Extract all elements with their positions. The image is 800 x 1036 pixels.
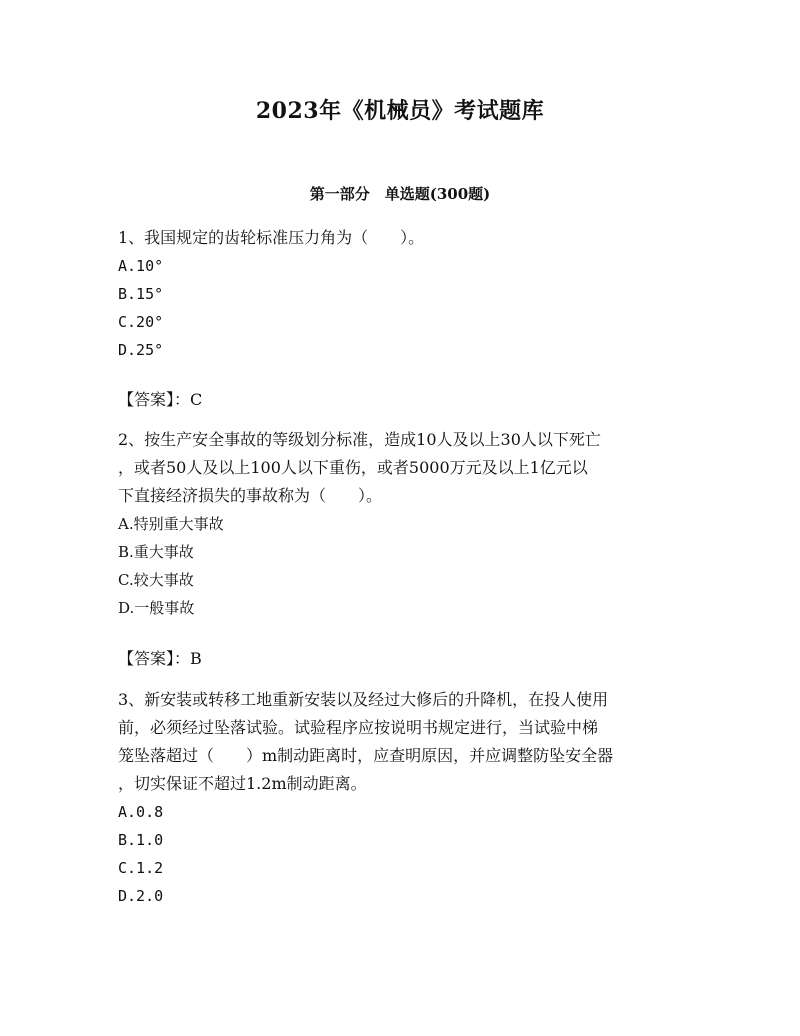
question-1: [118, 224, 698, 364]
question-3-text-line-4: ，切实保证不超过1.2m制动距离。: [118, 774, 367, 793]
document-title: 2023年《机械员》考试题库: [255, 98, 545, 124]
question-1-text: 1、我国规定的齿轮标准压力角为（ ）。: [118, 228, 425, 247]
section-heading: 第一部分 单选题(300题): [309, 185, 491, 203]
question-1-option-d: D.25°: [118, 341, 164, 359]
question-3: [118, 686, 698, 910]
question-2-text-line-2: ，或者50人及以上100人以下重伤，或者5000万元及以上1亿元以: [118, 458, 588, 477]
question-3-option-c: C.1.2: [118, 859, 164, 877]
question-3-text-line-1: 3、新安装或转移工地重新安装以及经过大修后的升降机，在投人使用: [118, 690, 609, 709]
question-2-option-a: A.特别重大事故: [118, 515, 224, 533]
question-2-text-line-3: 下直接经济损失的事故称为（ ）。: [118, 486, 383, 505]
question-1-option-a: A.10°: [118, 257, 164, 275]
question-3-text-line-3: 笼坠落超过（ ）m制动距离时，应查明原因，并应调整防坠安全器: [118, 746, 614, 765]
question-2-text-line-1: 2、按生产安全事故的等级划分标准，造成10人及以上30人以下死亡: [118, 430, 601, 449]
question-1-option-b: B.15°: [118, 285, 164, 303]
question-1-option-c: C.20°: [118, 313, 164, 331]
question-1-answer: 【答案】：C: [118, 390, 203, 409]
question-2-answer: 【答案】：B: [118, 649, 202, 668]
question-3-option-d: D.2.0: [118, 887, 164, 905]
question-3-option-a: A.0.8: [118, 803, 164, 821]
question-3-option-b: B.1.0: [118, 831, 164, 849]
question-2-option-b: B.重大事故: [118, 543, 194, 561]
question-2-option-d: D.一般事故: [118, 599, 195, 617]
question-2: [118, 426, 698, 622]
question-2-option-c: C.较大事故: [118, 571, 194, 589]
question-3-text-line-2: 前，必须经过坠落试验。试验程序应按说明书规定进行，当试验中梯: [118, 718, 599, 737]
